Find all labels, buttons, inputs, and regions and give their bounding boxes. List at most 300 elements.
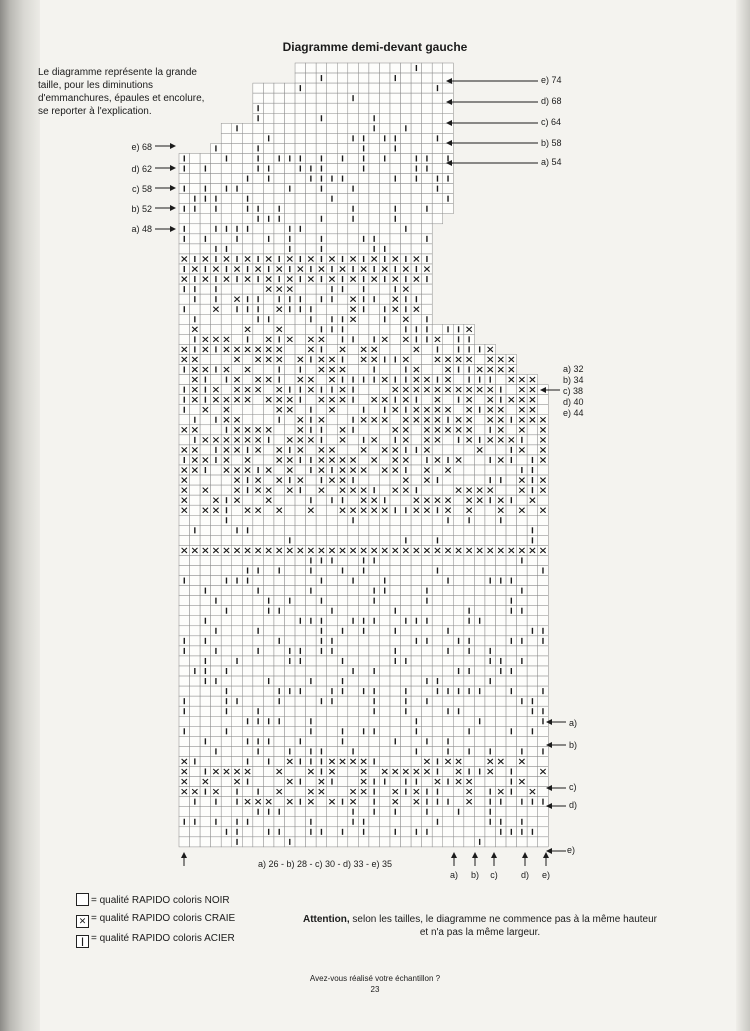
grid-cell xyxy=(285,696,296,706)
grid-cell xyxy=(369,475,380,485)
grid-cell xyxy=(221,123,232,133)
right-top-marker-d: d) 68 xyxy=(541,96,562,106)
grid-cell xyxy=(496,696,507,706)
grid-cell xyxy=(200,204,211,214)
grid-cell xyxy=(253,686,264,696)
grid-cell xyxy=(506,555,517,565)
grid-cell xyxy=(379,686,390,696)
grid-cell xyxy=(390,83,401,93)
grid-cell xyxy=(379,535,390,545)
grid-cell xyxy=(200,214,211,224)
grid-cell xyxy=(411,817,422,827)
grid-cell xyxy=(306,656,317,666)
grid-cell xyxy=(253,234,264,244)
grid-cell xyxy=(390,525,401,535)
grid-cell xyxy=(200,153,211,163)
grid-cell xyxy=(232,334,243,344)
grid-cell xyxy=(422,555,433,565)
grid-cell xyxy=(506,385,517,395)
grid-cell xyxy=(285,566,296,576)
grid-cell xyxy=(496,767,507,777)
grid-cell xyxy=(496,606,507,616)
grid-cell xyxy=(263,767,274,777)
grid-cell xyxy=(348,164,359,174)
grid-cell xyxy=(306,475,317,485)
grid-cell xyxy=(348,405,359,415)
grid-cell xyxy=(348,63,359,73)
grid-cell xyxy=(179,606,190,616)
grid-cell xyxy=(295,334,306,344)
grid-cell xyxy=(411,455,422,465)
grid-cell xyxy=(327,304,338,314)
grid-cell xyxy=(274,756,285,766)
right-top-marker-b: b) 58 xyxy=(541,138,562,148)
grid-cell xyxy=(232,666,243,676)
grid-cell xyxy=(327,626,338,636)
grid-cell xyxy=(538,606,549,616)
grid-cell xyxy=(369,606,380,616)
grid-cell xyxy=(538,395,549,405)
grid-cell xyxy=(369,817,380,827)
grid-cell xyxy=(327,586,338,596)
grid-cell xyxy=(179,596,190,606)
grid-cell xyxy=(390,224,401,234)
grid-cell xyxy=(432,73,443,83)
grid-cell xyxy=(369,153,380,163)
grid-cell xyxy=(358,525,369,535)
grid-cell xyxy=(464,736,475,746)
grid-cell xyxy=(327,133,338,143)
grid-cell xyxy=(263,103,274,113)
grid-cell xyxy=(263,123,274,133)
grid-cell xyxy=(232,596,243,606)
grid-cell xyxy=(411,93,422,103)
grid-cell xyxy=(211,576,222,586)
grid-cell xyxy=(358,334,369,344)
grid-cell xyxy=(453,716,464,726)
grid-cell xyxy=(474,425,485,435)
grid-cell xyxy=(285,204,296,214)
grid-cell xyxy=(232,616,243,626)
grid-cell xyxy=(538,817,549,827)
grid-cell xyxy=(390,777,401,787)
grid-cell xyxy=(485,686,496,696)
grid-cell xyxy=(496,837,507,847)
grid-cell xyxy=(242,646,253,656)
grid-cell xyxy=(337,113,348,123)
grid-cell xyxy=(200,817,211,827)
grid-cell xyxy=(538,646,549,656)
grid-cell xyxy=(527,736,538,746)
arrow-right-icon xyxy=(155,185,176,191)
grid-cell xyxy=(285,636,296,646)
grid-cell xyxy=(422,174,433,184)
grid-cell xyxy=(295,726,306,736)
grid-cell xyxy=(411,204,422,214)
grid-cell xyxy=(190,827,201,837)
grid-cell xyxy=(200,626,211,636)
grid-cell xyxy=(401,837,412,847)
grid-cell xyxy=(432,143,443,153)
grid-cell xyxy=(263,83,274,93)
grid-cell xyxy=(221,133,232,143)
grid-cell xyxy=(179,294,190,304)
grid-cell xyxy=(453,525,464,535)
grid-cell xyxy=(232,164,243,174)
grid-cell xyxy=(432,445,443,455)
grid-cell xyxy=(179,616,190,626)
grid-cell xyxy=(358,83,369,93)
grid-cell xyxy=(474,586,485,596)
grid-cell xyxy=(422,525,433,535)
grid-cell xyxy=(211,807,222,817)
grid-cell xyxy=(190,405,201,415)
grid-cell xyxy=(527,666,538,676)
grid-cell xyxy=(221,586,232,596)
grid-cell xyxy=(242,284,253,294)
grid-cell xyxy=(517,596,528,606)
grid-cell xyxy=(379,616,390,626)
grid-cell xyxy=(379,455,390,465)
grid-cell xyxy=(274,746,285,756)
grid-cell xyxy=(211,214,222,224)
grid-cell xyxy=(295,515,306,525)
grid-cell xyxy=(379,525,390,535)
grid-cell xyxy=(517,535,528,545)
grid-cell xyxy=(306,596,317,606)
grid-cell xyxy=(232,676,243,686)
grid-cell xyxy=(295,666,306,676)
grid-cell xyxy=(496,736,507,746)
grid-cell xyxy=(348,535,359,545)
grid-cell xyxy=(263,113,274,123)
grid-cell xyxy=(538,666,549,676)
grid-cell xyxy=(358,385,369,395)
grid-cell xyxy=(401,736,412,746)
grid-cell xyxy=(274,113,285,123)
grid-cell xyxy=(358,576,369,586)
grid-cell xyxy=(464,706,475,716)
grid-cell xyxy=(285,174,296,184)
grid-cell xyxy=(422,365,433,375)
grid-cell xyxy=(390,415,401,425)
grid-cell xyxy=(337,133,348,143)
grid-cell xyxy=(285,726,296,736)
grid-cell xyxy=(285,375,296,385)
grid-cell xyxy=(538,656,549,666)
grid-cell xyxy=(316,224,327,234)
grid-cell xyxy=(221,294,232,304)
grid-cell xyxy=(411,596,422,606)
grid-cell xyxy=(453,606,464,616)
grid-cell xyxy=(253,817,264,827)
left-marker-e: e) 68 xyxy=(131,142,152,152)
grid-cell xyxy=(538,405,549,415)
grid-cell xyxy=(422,395,433,405)
grid-cell xyxy=(474,676,485,686)
grid-cell xyxy=(485,445,496,455)
grid-cell xyxy=(211,555,222,565)
grid-cell xyxy=(453,837,464,847)
grid-cell xyxy=(242,123,253,133)
grid-cell xyxy=(422,646,433,656)
grid-cell xyxy=(369,646,380,656)
grid-cell xyxy=(527,686,538,696)
grid-cell xyxy=(337,666,348,676)
grid-cell xyxy=(379,787,390,797)
grid-cell xyxy=(411,184,422,194)
grid-cell xyxy=(369,63,380,73)
grid-cell xyxy=(253,777,264,787)
grid-cell xyxy=(432,746,443,756)
grid-cell xyxy=(379,174,390,184)
grid-cell xyxy=(327,184,338,194)
grid-cell xyxy=(200,756,211,766)
grid-cell xyxy=(390,194,401,204)
grid-cell xyxy=(401,716,412,726)
grid-cell xyxy=(474,646,485,656)
grid-cell xyxy=(527,656,538,666)
grid-cell xyxy=(527,505,538,515)
grid-cell xyxy=(306,93,317,103)
grid-cell xyxy=(211,525,222,535)
grid-cell xyxy=(453,495,464,505)
grid-cell xyxy=(348,153,359,163)
grid-cell xyxy=(295,636,306,646)
grid-cell xyxy=(232,586,243,596)
grid-cell xyxy=(232,153,243,163)
grid-cell xyxy=(538,525,549,535)
grid-cell xyxy=(411,807,422,817)
grid-cell xyxy=(221,194,232,204)
grid-cell xyxy=(411,234,422,244)
grid-cell xyxy=(348,435,359,445)
grid-cell xyxy=(390,234,401,244)
grid-cell xyxy=(253,616,264,626)
grid-cell xyxy=(327,123,338,133)
grid-cell xyxy=(358,214,369,224)
grid-cell xyxy=(379,73,390,83)
grid-cell xyxy=(263,475,274,485)
grid-cell xyxy=(474,736,485,746)
grid-cell xyxy=(358,184,369,194)
grid-cell xyxy=(190,646,201,656)
grid-cell xyxy=(485,777,496,787)
grid-cell xyxy=(263,515,274,525)
grid-cell xyxy=(327,726,338,736)
grid-cell xyxy=(285,807,296,817)
grid-cell xyxy=(211,184,222,194)
grid-cell xyxy=(306,807,317,817)
grid-cell xyxy=(211,354,222,364)
grid-cell xyxy=(200,807,211,817)
grid-cell xyxy=(211,726,222,736)
grid-cell xyxy=(496,777,507,787)
grid-cell xyxy=(253,656,264,666)
grid-cell xyxy=(453,375,464,385)
grid-cell xyxy=(401,133,412,143)
grid-cell xyxy=(327,415,338,425)
grid-cell xyxy=(306,525,317,535)
grid-cell xyxy=(432,716,443,726)
grid-cell xyxy=(390,515,401,525)
grid-cell xyxy=(327,63,338,73)
bottom-marker-a: a) xyxy=(449,870,459,880)
grid-cell xyxy=(242,606,253,616)
grid-cell xyxy=(232,535,243,545)
grid-cell xyxy=(337,73,348,83)
grid-cell xyxy=(432,596,443,606)
grid-cell xyxy=(285,576,296,586)
grid-cell xyxy=(306,143,317,153)
grid-cell xyxy=(327,716,338,726)
grid-cell xyxy=(432,736,443,746)
grid-cell xyxy=(517,686,528,696)
grid-cell xyxy=(242,616,253,626)
grid-cell xyxy=(274,596,285,606)
grid-cell xyxy=(274,83,285,93)
grid-cell xyxy=(337,716,348,726)
grid-cell xyxy=(337,586,348,596)
grid-cell xyxy=(263,626,274,636)
grid-cell xyxy=(485,716,496,726)
grid-cell xyxy=(390,63,401,73)
grid-cell xyxy=(200,294,211,304)
grid-cell xyxy=(369,314,380,324)
grid-cell xyxy=(517,787,528,797)
grid-cell xyxy=(358,535,369,545)
grid-cell xyxy=(306,515,317,525)
grid-cell xyxy=(211,405,222,415)
grid-cell xyxy=(295,596,306,606)
grid-cell xyxy=(379,324,390,334)
grid-cell xyxy=(285,83,296,93)
grid-cell xyxy=(474,465,485,475)
grid-cell xyxy=(432,616,443,626)
grid-cell xyxy=(474,566,485,576)
grid-cell xyxy=(401,606,412,616)
arrow-right-icon xyxy=(155,165,176,171)
grid-cell xyxy=(253,696,264,706)
grid-cell xyxy=(369,626,380,636)
grid-cell xyxy=(517,666,528,676)
legend-text: = qualité RAPIDO coloris NOIR xyxy=(91,895,230,906)
grid-cell xyxy=(232,244,243,254)
grid-cell xyxy=(496,375,507,385)
grid-cell xyxy=(453,555,464,565)
grid-cell xyxy=(411,566,422,576)
grid-cell xyxy=(327,807,338,817)
grid-cell xyxy=(274,314,285,324)
grid-cell xyxy=(263,304,274,314)
grid-cell xyxy=(190,495,201,505)
grid-cell xyxy=(285,365,296,375)
grid-cell xyxy=(327,435,338,445)
grid-cell xyxy=(401,63,412,73)
grid-cell xyxy=(274,103,285,113)
grid-cell xyxy=(327,344,338,354)
grid-cell xyxy=(337,515,348,525)
grid-cell xyxy=(190,736,201,746)
grid-cell xyxy=(327,103,338,113)
grid-cell xyxy=(211,706,222,716)
grid-cell xyxy=(358,676,369,686)
grid-cell xyxy=(221,656,232,666)
grid-cell xyxy=(263,636,274,646)
grid-cell xyxy=(200,646,211,656)
grid-cell xyxy=(348,73,359,83)
grid-cell xyxy=(316,505,327,515)
grid-cell xyxy=(306,214,317,224)
right-mid-marker-a: a) 32 xyxy=(563,364,584,374)
grid-cell xyxy=(348,656,359,666)
grid-cell xyxy=(411,576,422,586)
grid-cell xyxy=(285,354,296,364)
grid-cell xyxy=(474,666,485,676)
grid-cell xyxy=(422,184,433,194)
grid-cell xyxy=(316,204,327,214)
grid-cell xyxy=(348,555,359,565)
grid-cell xyxy=(232,555,243,565)
grid-cell xyxy=(422,73,433,83)
grid-cell xyxy=(369,566,380,576)
grid-cell xyxy=(285,344,296,354)
grid-cell xyxy=(443,445,454,455)
grid-cell xyxy=(369,767,380,777)
grid-cell xyxy=(295,234,306,244)
grid-cell xyxy=(379,696,390,706)
grid-cell xyxy=(453,616,464,626)
grid-cell xyxy=(295,586,306,596)
grid-cell xyxy=(221,756,232,766)
grid-cell xyxy=(253,244,264,254)
grid-cell xyxy=(295,837,306,847)
grid-cell xyxy=(401,807,412,817)
grid-cell xyxy=(179,626,190,636)
grid-cell xyxy=(285,706,296,716)
grid-cell xyxy=(274,143,285,153)
grid-cell xyxy=(285,616,296,626)
grid-cell xyxy=(327,113,338,123)
grid-cell xyxy=(411,123,422,133)
grid-cell xyxy=(221,525,232,535)
grid-cell xyxy=(316,706,327,716)
grid-cell xyxy=(411,656,422,666)
grid-cell xyxy=(285,736,296,746)
grid-cell xyxy=(316,194,327,204)
grid-cell xyxy=(358,224,369,234)
grid-cell xyxy=(337,83,348,93)
grid-cell xyxy=(453,566,464,576)
grid-cell xyxy=(253,576,264,586)
grid-cell xyxy=(295,746,306,756)
grid-cell xyxy=(263,153,274,163)
grid-cell xyxy=(464,807,475,817)
grid-cell xyxy=(538,807,549,817)
grid-cell xyxy=(401,626,412,636)
grid-cell xyxy=(453,576,464,586)
grid-cell xyxy=(316,515,327,525)
grid-cell xyxy=(327,746,338,756)
grid-cell xyxy=(422,304,433,314)
grid-cell xyxy=(337,184,348,194)
grid-cell xyxy=(379,676,390,686)
grid-cell xyxy=(337,576,348,586)
grid-cell xyxy=(190,485,201,495)
grid-cell xyxy=(221,204,232,214)
grid-cell xyxy=(474,395,485,405)
grid-cell xyxy=(253,726,264,736)
